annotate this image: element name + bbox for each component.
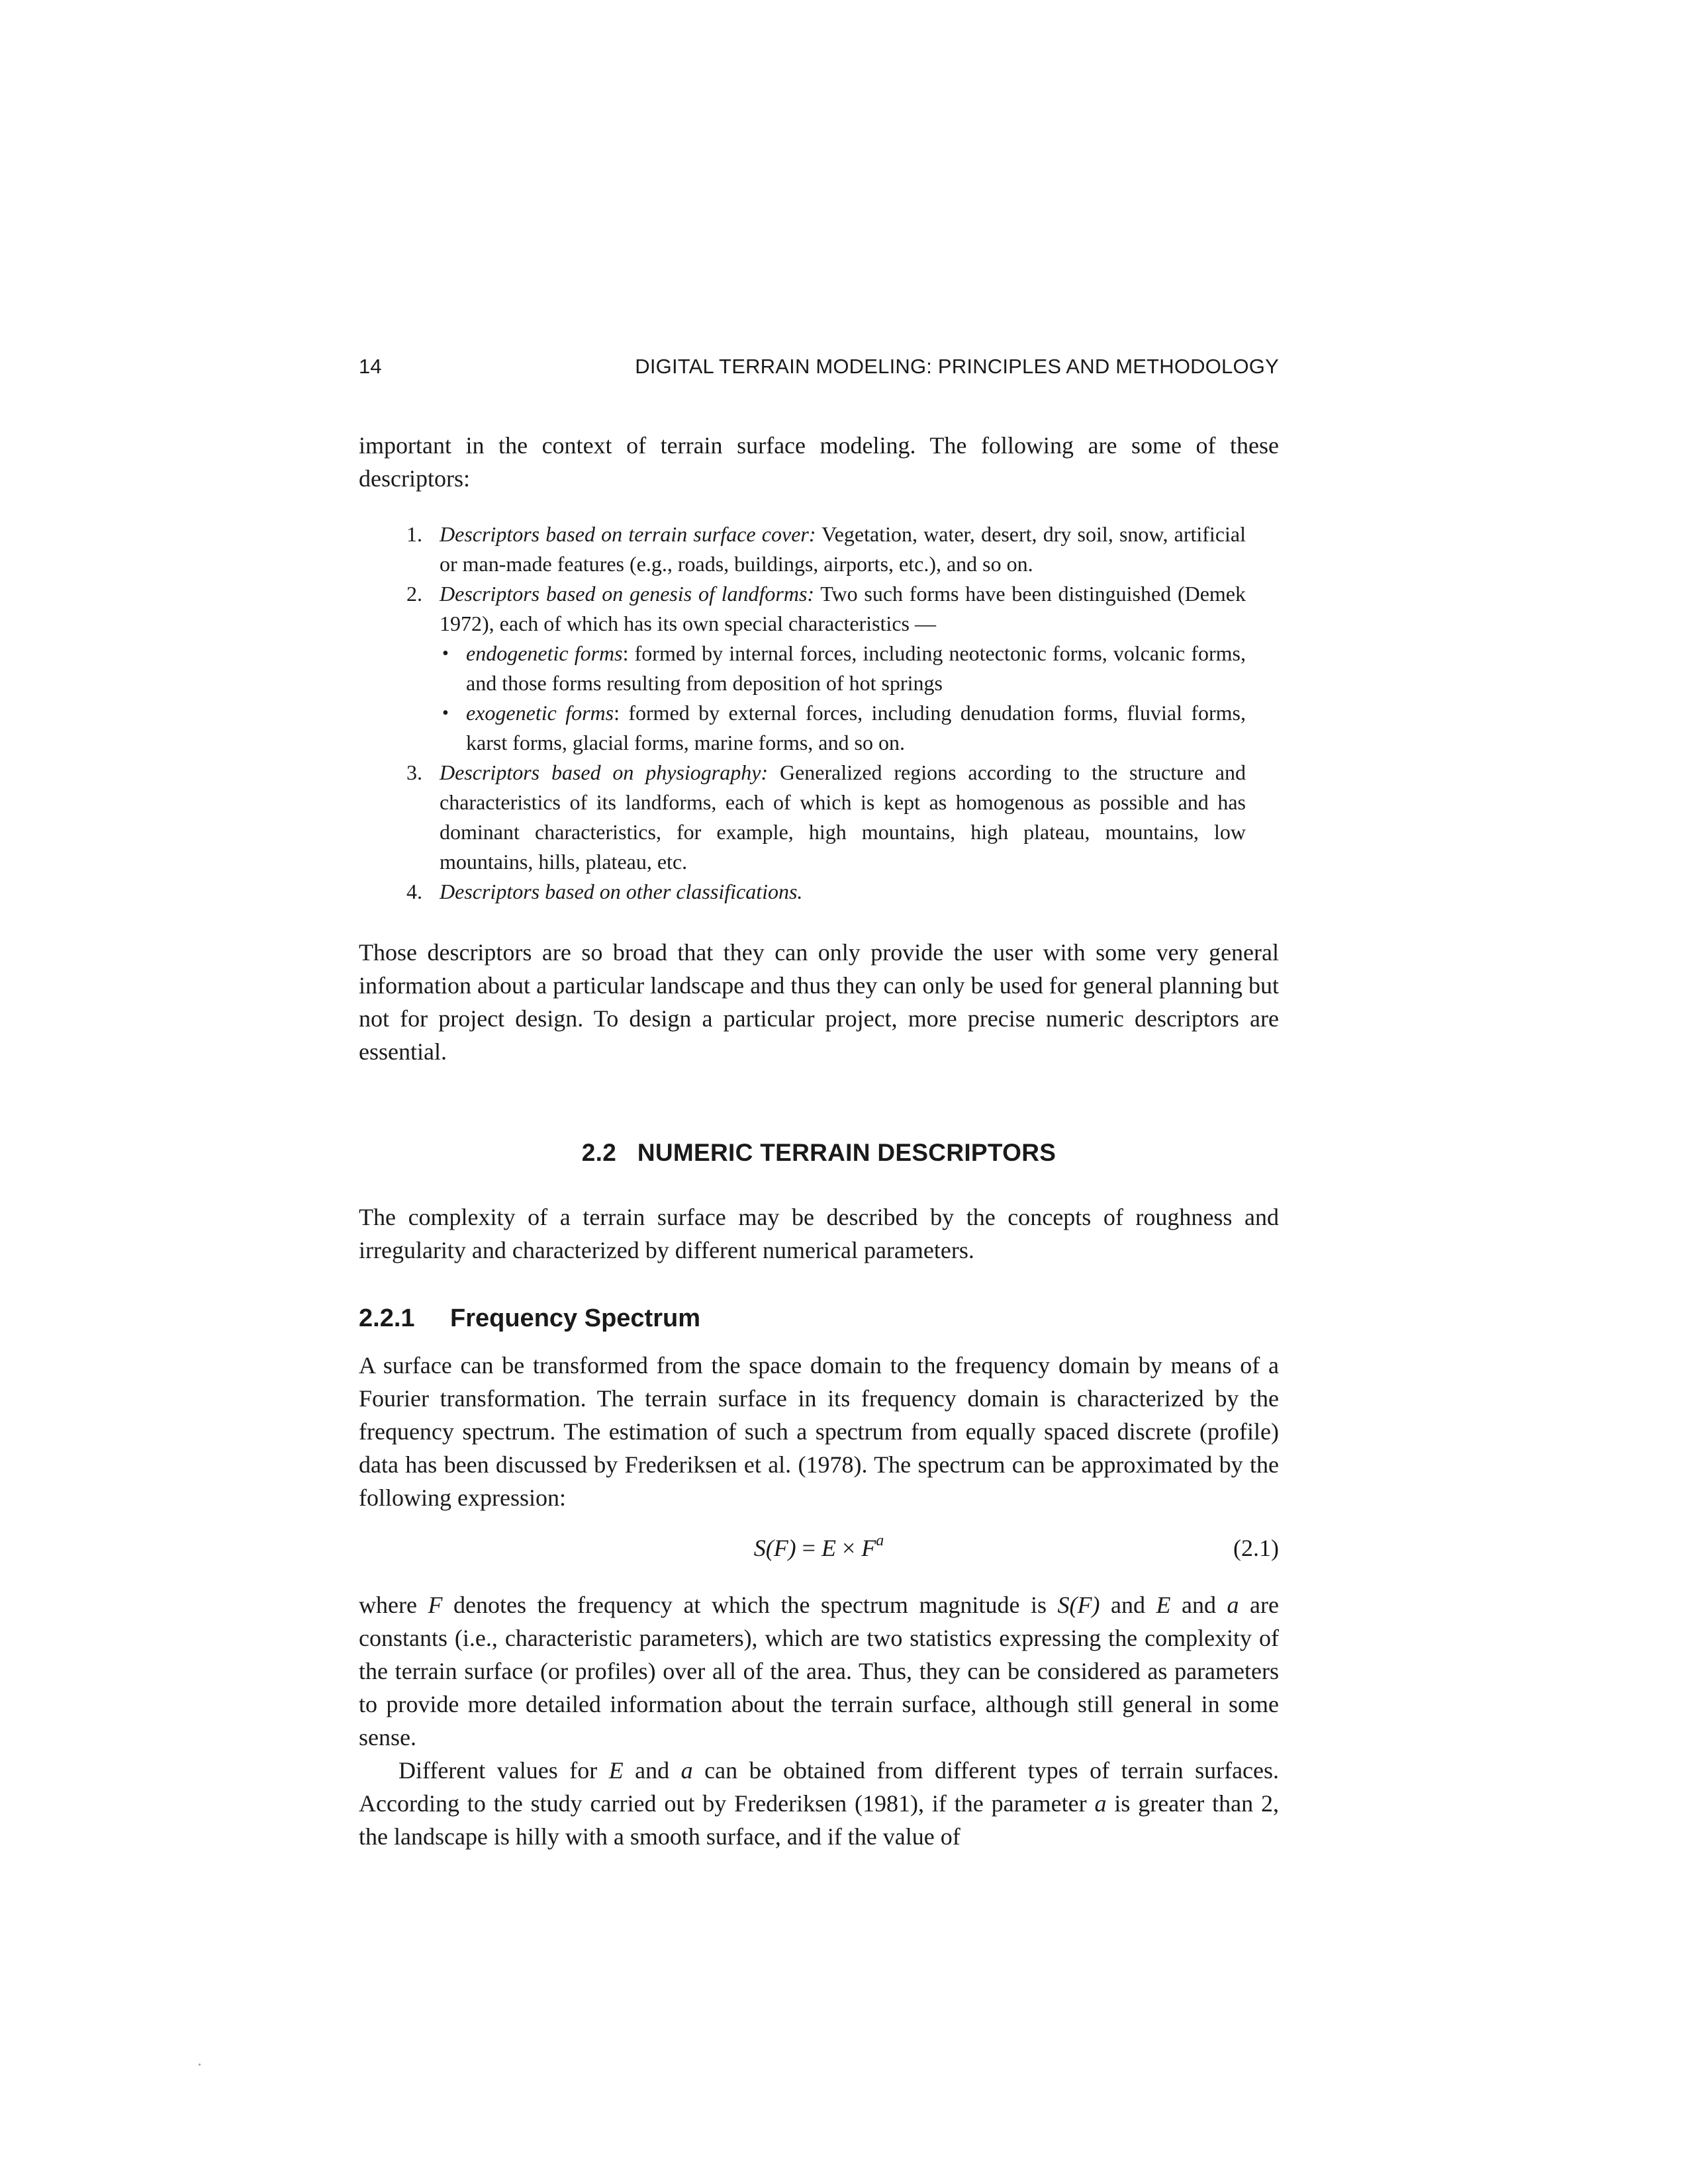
equation-e: E <box>821 1535 836 1561</box>
list-item-term: Descriptors based on genesis of landforms: <box>440 582 815 606</box>
list-item <box>406 579 1246 758</box>
bullet-icon: • <box>442 703 449 723</box>
subsection-heading <box>359 1302 1279 1334</box>
section-number: 2.2 <box>581 1139 617 1166</box>
section-heading <box>359 1137 1279 1169</box>
sublist-item-text: : formed by external forces, including denudation forms, fluvial forms, karst forms, glacial forms, marine forms, and so on. <box>466 701 1246 754</box>
list-item <box>406 877 1246 907</box>
equation-number: (2.1) <box>1233 1535 1279 1561</box>
page-number: 14 <box>359 355 382 378</box>
sublist-item-term: endogenetic forms <box>466 641 623 665</box>
sublist-item <box>442 639 1246 698</box>
frequency-paragraph: A surface can be transformed from the space domain to the frequency domain by means of a Fourier transformation. The terrain surface in its frequency domain is characterized by the frequency spectrum. The estimation of such a spectrum from equally spaced discrete (profile) data has been discussed by Frederiksen et al. (1978). The spectrum can be approximated by the following expression: <box>359 1352 1279 1511</box>
text-run: can be obtained from different types of terrain surfaces. According to the study carried out by Frederiksen (1981), if the parameter <box>359 1757 1280 1817</box>
equation-exponent: a <box>876 1532 884 1549</box>
list-item-term: Descriptors based on terrain surface cover: <box>440 522 816 546</box>
subsection-title: Frequency Spectrum <box>450 1304 700 1332</box>
landform-sublist <box>440 639 1246 758</box>
where-paragraph <box>359 1588 1279 1754</box>
equation-lhs: S(F) <box>753 1535 796 1561</box>
running-title: DIGITAL TERRAIN MODELING: PRINCIPLES AND METHODOLOGY <box>635 355 1279 378</box>
math-var: a <box>1227 1592 1239 1618</box>
text-run: where <box>359 1592 428 1618</box>
running-header <box>359 351 1279 383</box>
math-var: a <box>680 1757 693 1784</box>
equation-times: × <box>835 1535 862 1561</box>
bullet-icon: • <box>442 643 449 664</box>
math-var: S(F) <box>1057 1592 1100 1618</box>
sublist-item-text: : formed by internal forces, including neotectonic forms, volcanic forms, and those forms resulting from deposition of hot springs <box>466 641 1246 695</box>
equation-equals: = <box>796 1535 821 1561</box>
descriptors-list <box>359 520 1279 907</box>
section-title: NUMERIC TERRAIN DESCRIPTORS <box>637 1139 1056 1166</box>
list-item-term: Descriptors based on physiography: <box>440 760 769 784</box>
math-var: E <box>1156 1592 1171 1618</box>
document-page <box>359 0 1279 2184</box>
values-paragraph <box>359 1754 1279 1853</box>
text-run: denotes the frequency at which the spectrum magnitude is <box>442 1592 1058 1618</box>
text-run: and <box>623 1757 681 1784</box>
list-item-term: Descriptors based on other classifications. <box>440 880 803 903</box>
equation-row <box>359 1531 1279 1565</box>
scan-speck <box>199 2064 201 2066</box>
list-item-number: 4. <box>406 880 422 903</box>
equation-f: F <box>861 1535 876 1561</box>
math-var: F <box>428 1592 443 1618</box>
list-item-number: 2. <box>406 582 422 606</box>
list-item-text: Two such forms have been distinguished (Demek 1972), each of which has its own special characteristics — <box>440 582 1246 635</box>
math-var: a <box>1094 1790 1107 1817</box>
list-item-text: Vegetation, water, desert, dry soil, snow, artificial or man-made features (e.g., roads, buildings, airports, etc.), and so on. <box>440 522 1246 576</box>
sublist-item <box>442 698 1246 758</box>
body-text <box>359 429 1279 1853</box>
list-item-number: 3. <box>406 760 422 784</box>
closing-paragraph: Those descriptors are so broad that they can only provide the user with some very general information about a particular landscape and thus they can only be used for general planning but not for project design. To design a particular project, more precise numeric descriptors are essential. <box>359 939 1279 1065</box>
intro-paragraph: important in the context of terrain surface modeling. The following are some of these descriptors: <box>359 432 1279 492</box>
list-item <box>406 520 1246 579</box>
list-item-number: 1. <box>406 522 422 546</box>
subsection-number: 2.2.1 <box>359 1304 415 1332</box>
list-item-text: Generalized regions according to the structure and characteristics of its landforms, each of which is kept as homogenous as possible and has dominant characteristics, for example, high mountains, high plateau, mountains, low mountains, hills, plateau, etc. <box>440 760 1246 874</box>
math-var: E <box>608 1757 624 1784</box>
text-run: are constants (i.e., characteristic parameters), which are two statistics expressing the complexity of the terrain surface (or profiles) over all of the area. Thus, they can be considered as parameters to provide more detailed information about the terrain surface, although still general in some sense. <box>359 1592 1279 1751</box>
sublist-item-term: exogenetic forms <box>466 701 614 725</box>
text-run: is greater than 2, the landscape is hilly with a smooth surface, and if the value of <box>359 1790 1279 1850</box>
text-run: Different values for <box>399 1757 609 1784</box>
text-run: and <box>1170 1592 1227 1618</box>
section-intro-paragraph: The complexity of a terrain surface may be described by the concepts of roughness and irregularity and characterized by different numerical parameters. <box>359 1204 1279 1263</box>
list-item <box>406 758 1246 877</box>
equation <box>359 1531 1279 1565</box>
text-run: and <box>1100 1592 1156 1618</box>
